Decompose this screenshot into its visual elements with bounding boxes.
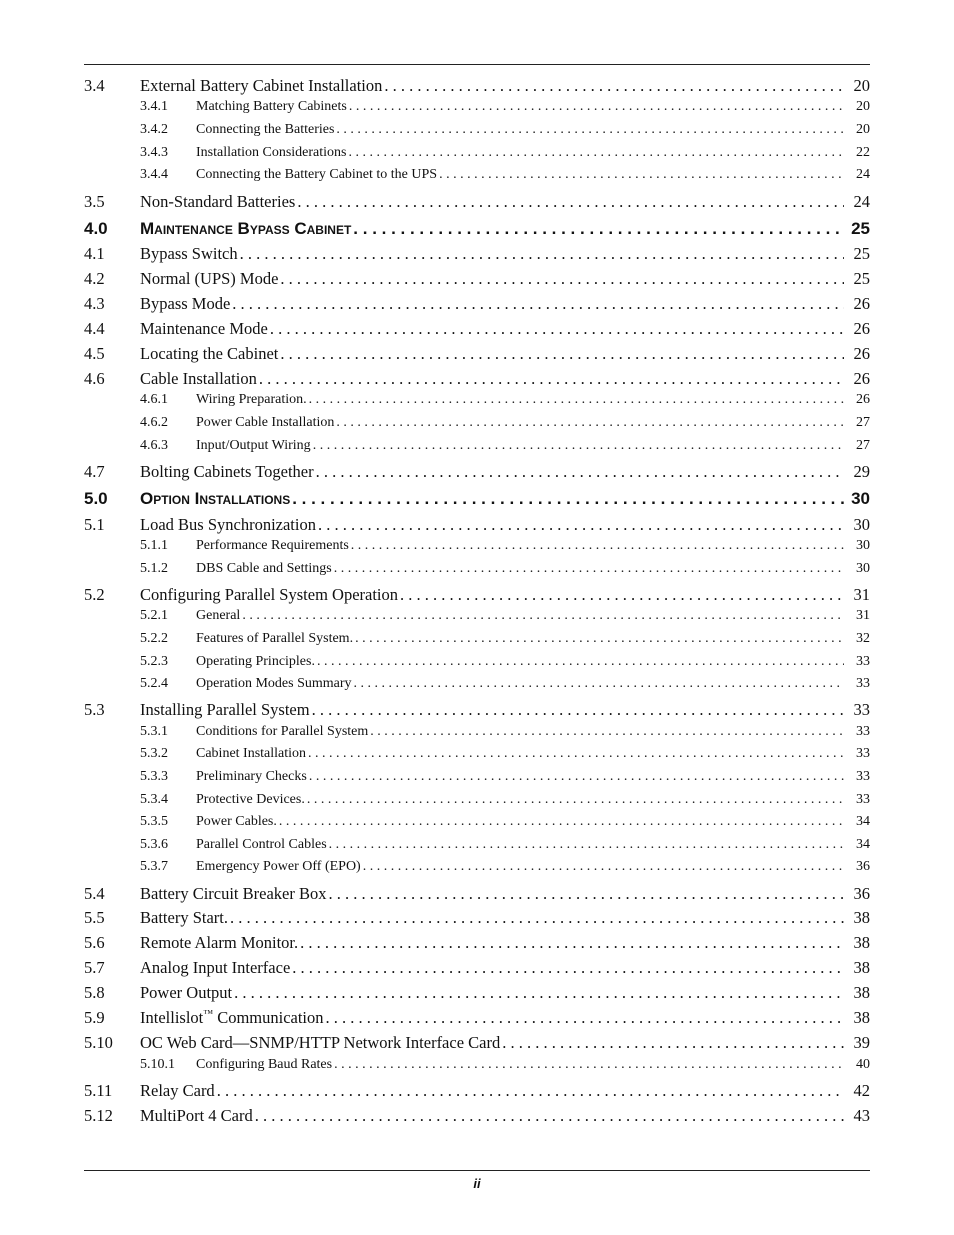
dot-leader — [317, 654, 844, 670]
toc-entry-number: 3.4.1 — [140, 99, 168, 114]
toc-entry-number: 5.3.2 — [140, 746, 168, 761]
toc-entry-number: 5.3.7 — [140, 859, 168, 874]
toc-entry-page: 25 — [851, 219, 870, 238]
toc-entry-page: 33 — [856, 769, 870, 784]
toc-entry-page: 33 — [856, 724, 870, 739]
dot-leader — [307, 792, 844, 808]
page-number: ii — [473, 1176, 481, 1191]
dot-leader — [308, 746, 844, 762]
dot-leader — [292, 958, 844, 978]
toc-entry-page: 24 — [856, 167, 870, 182]
toc-entry-title: Installing Parallel System — [140, 700, 310, 719]
toc-entry-page: 20 — [853, 76, 870, 95]
toc-entry-number: 5.3.6 — [140, 837, 168, 852]
dot-leader — [502, 1033, 844, 1053]
dot-leader — [217, 1081, 844, 1101]
toc-entry-page: 30 — [853, 515, 870, 534]
dot-leader — [270, 319, 844, 339]
toc-entry[interactable] — [84, 724, 870, 740]
dot-leader — [363, 859, 844, 875]
toc-entry[interactable] — [84, 462, 870, 482]
toc-entry[interactable] — [84, 561, 870, 577]
toc-entry-number: 5.2.1 — [140, 608, 168, 623]
toc-entry-page: 38 — [853, 958, 870, 977]
toc-entry-number: 5.1 — [84, 515, 105, 534]
toc-entry-page: 20 — [856, 122, 870, 137]
dot-leader — [255, 1106, 844, 1126]
toc-entry-title: Bypass Mode — [140, 294, 231, 313]
toc-entry-page: 33 — [853, 700, 870, 719]
toc-entry[interactable] — [84, 814, 870, 830]
toc-entry-number: 5.6 — [84, 933, 105, 952]
dot-leader — [370, 724, 844, 740]
toc-entry-number: 5.3.3 — [140, 769, 168, 784]
toc-entry-page: 22 — [856, 145, 870, 160]
toc-entry-title: Configuring Baud Rates — [196, 1057, 333, 1072]
toc-entry-page: 38 — [853, 933, 870, 952]
toc-entry[interactable] — [84, 769, 870, 785]
dot-leader — [242, 608, 844, 624]
toc-entry-title: Connecting the Batteries — [196, 122, 335, 137]
toc-entry-number: 5.3.5 — [140, 814, 168, 829]
toc-entry[interactable] — [84, 1106, 870, 1126]
toc-entry-number: 3.4.3 — [140, 145, 168, 160]
toc-entry-page: 33 — [856, 676, 870, 691]
dot-leader — [280, 344, 844, 364]
toc-entry-title: Emergency Power Off (EPO) — [196, 859, 361, 874]
toc-entry-title: Battery Start. — [140, 908, 228, 927]
toc-entry[interactable] — [84, 884, 870, 904]
toc-entry-title: General — [196, 608, 241, 623]
toc-entry[interactable] — [84, 859, 870, 875]
toc-entry-number: 4.1 — [84, 244, 105, 263]
toc-entry[interactable] — [84, 1081, 870, 1101]
toc-entry[interactable] — [84, 515, 870, 535]
toc-entry-number: 5.10.1 — [140, 1057, 175, 1072]
footer-rule — [84, 1170, 870, 1171]
dot-leader — [297, 192, 844, 212]
toc-entry-page: 36 — [856, 859, 870, 874]
toc-entry-title: Locating the Cabinet — [140, 344, 279, 363]
dot-leader — [336, 415, 844, 431]
toc-entry-title: Remote Alarm Monitor. — [140, 933, 299, 952]
toc-entry[interactable] — [84, 99, 870, 115]
toc-entry-number: 3.5 — [84, 192, 105, 211]
dot-leader — [400, 585, 844, 605]
toc-entry-title: Performance Requirements — [196, 538, 349, 553]
trademark-symbol: ™ — [203, 1008, 214, 1020]
toc-entry[interactable] — [84, 1057, 870, 1073]
toc-entry[interactable] — [84, 676, 870, 692]
toc-entry-title: Maintenance Mode — [140, 319, 268, 338]
toc-entry-page: 26 — [856, 392, 870, 407]
dot-leader — [313, 438, 844, 454]
toc-entry[interactable] — [84, 269, 870, 289]
toc-entry-page: 29 — [853, 462, 870, 481]
toc-entry-number: 5.3.4 — [140, 792, 168, 807]
toc-entry-title: Wiring Preparation. — [196, 392, 307, 407]
toc-entry-number: 5.3 — [84, 700, 105, 719]
toc-entry[interactable] — [84, 438, 870, 454]
toc-entry-title: Intellislot™ Communication — [140, 1008, 324, 1027]
toc-entry-title: External Battery Cabinet Installation — [140, 76, 383, 95]
toc-entry-number: 4.6.1 — [140, 392, 168, 407]
dot-leader — [232, 294, 844, 314]
toc-entry[interactable] — [84, 294, 870, 314]
dot-leader — [348, 145, 844, 161]
toc-entry-number: 5.1.1 — [140, 538, 168, 553]
dot-leader — [334, 1057, 844, 1073]
toc-entry-title: Power Output — [140, 983, 233, 1002]
dot-leader — [280, 269, 844, 289]
toc-entry-title: Configuring Parallel System Operation — [140, 585, 398, 604]
toc-entry-number: 5.7 — [84, 958, 105, 977]
toc-entry-title: Normal (UPS) Mode — [140, 269, 279, 288]
toc-entry-number: 5.4 — [84, 884, 105, 903]
dot-leader — [326, 1008, 844, 1028]
toc-entry[interactable] — [84, 983, 870, 1003]
toc-entry-page: 27 — [856, 415, 870, 430]
toc-entry[interactable] — [84, 654, 870, 670]
toc-entry-title: Cabinet Installation — [196, 746, 307, 761]
toc-entry-number: 3.4 — [84, 76, 105, 95]
toc-entry-page: 38 — [853, 1008, 870, 1027]
toc-entry-number: 4.6.2 — [140, 415, 168, 430]
toc-entry-number: 5.12 — [84, 1106, 113, 1125]
toc-entry-page: 30 — [856, 538, 870, 553]
toc-entry[interactable] — [84, 837, 870, 853]
dot-leader — [234, 983, 844, 1003]
toc-entry-number: 5.11 — [84, 1081, 113, 1100]
toc-entry-number: 3.4.4 — [140, 167, 168, 182]
toc-entry-number: 5.10 — [84, 1033, 113, 1052]
toc-entry-number: 4.0 — [84, 219, 108, 238]
dot-leader — [316, 462, 844, 482]
toc-entry[interactable] — [84, 933, 870, 953]
dot-leader — [349, 99, 844, 115]
toc-entry-title: MultiPort 4 Card — [140, 1106, 253, 1125]
toc-entry[interactable] — [84, 792, 870, 808]
toc-entry-page: 36 — [853, 884, 870, 903]
toc-entry[interactable] — [84, 76, 870, 96]
toc-entry-page: 26 — [853, 294, 870, 313]
toc-entry-number: 4.7 — [84, 462, 105, 481]
toc-entry-page: 43 — [853, 1106, 870, 1125]
toc-entry-number: 5.0 — [84, 489, 108, 508]
toc-entry-title: Operating Principles. — [196, 654, 315, 669]
toc-entry-number: 5.3.1 — [140, 724, 168, 739]
dot-leader — [336, 122, 844, 138]
toc-entry-title: Installation Considerations — [196, 145, 347, 160]
toc-entry[interactable] — [84, 192, 870, 212]
toc-entry-number: 5.5 — [84, 908, 105, 927]
toc-entry-title: Non-Standard Batteries — [140, 192, 296, 211]
toc-entry-number: 4.4 — [84, 319, 105, 338]
toc-entry-page: 30 — [851, 489, 870, 508]
dot-leader — [259, 369, 844, 389]
toc-entry-number: 5.2.3 — [140, 654, 168, 669]
toc-entry-page: 32 — [856, 631, 870, 646]
dot-leader — [300, 933, 844, 953]
toc-entry-title: Preliminary Checks — [196, 769, 307, 784]
toc-entry-page: 27 — [856, 438, 870, 453]
toc-entry[interactable] — [84, 958, 870, 978]
toc-entry-page: 38 — [853, 983, 870, 1002]
toc-entry-page: 40 — [856, 1057, 870, 1072]
toc-entry[interactable] — [84, 415, 870, 431]
toc-entry-number: 4.3 — [84, 294, 105, 313]
toc-entry[interactable] — [84, 392, 870, 408]
toc-entry-title: Operation Modes Summary — [196, 676, 352, 691]
toc-entry-title: Cable Installation — [140, 369, 257, 388]
toc-entry[interactable] — [84, 167, 870, 183]
toc-entry-title: Protective Devices. — [196, 792, 305, 807]
toc-entry-title: Power Cables. — [196, 814, 277, 829]
toc-entry-title: DBS Cable and Settings — [196, 561, 332, 576]
toc-entry-number: 5.2 — [84, 585, 105, 604]
dot-leader — [439, 167, 844, 183]
toc-entry[interactable] — [84, 700, 870, 720]
toc-entry[interactable] — [84, 122, 870, 138]
toc-entry-title: Conditions for Parallel System — [196, 724, 369, 739]
toc-entry-title: Parallel Control Cables — [196, 837, 327, 852]
toc-entry-page: 25 — [853, 244, 870, 263]
toc-entry[interactable] — [84, 1008, 870, 1028]
dot-leader — [309, 769, 844, 785]
toc-entry[interactable] — [84, 369, 870, 389]
toc-entry-page: 20 — [856, 99, 870, 114]
dot-leader — [230, 908, 844, 928]
toc-entry-page: 38 — [853, 908, 870, 927]
toc-entry-number: 3.4.2 — [140, 122, 168, 137]
toc-entry-page: 33 — [856, 654, 870, 669]
dot-leader — [334, 561, 844, 577]
toc-entry-page: 33 — [856, 792, 870, 807]
header-rule — [84, 64, 870, 65]
dot-leader — [240, 244, 844, 264]
toc-entry-number: 4.5 — [84, 344, 105, 363]
toc-entry-number: 5.9 — [84, 1008, 105, 1027]
toc-entry-title: Option Installations — [140, 489, 291, 508]
toc-chapter-entry[interactable] — [84, 219, 870, 239]
toc-entry-page: 26 — [853, 344, 870, 363]
dot-leader — [279, 814, 844, 830]
toc-entry-number: 5.1.2 — [140, 561, 168, 576]
toc-entry-title: Features of Parallel System. — [196, 631, 354, 646]
dot-leader — [318, 515, 844, 535]
toc-entry[interactable] — [84, 746, 870, 762]
toc-entry-page: 26 — [853, 369, 870, 388]
toc-entry-title: Input/Output Wiring — [196, 438, 311, 453]
dot-leader — [354, 676, 844, 692]
toc-entry-title: Bolting Cabinets Together — [140, 462, 314, 481]
dot-leader — [312, 700, 844, 720]
toc-entry-page: 39 — [853, 1033, 870, 1052]
toc-entry[interactable] — [84, 244, 870, 264]
toc-entry[interactable] — [84, 631, 870, 647]
toc-entry[interactable] — [84, 538, 870, 554]
toc-entry-title: Bypass Switch — [140, 244, 238, 263]
toc-entry-title: Matching Battery Cabinets — [196, 99, 347, 114]
toc-entry-number: 4.6 — [84, 369, 105, 388]
toc-entry-page: 42 — [853, 1081, 870, 1100]
toc-entry-page: 31 — [856, 608, 870, 623]
toc-entry-page: 24 — [853, 192, 870, 211]
toc-entry-number: 4.6.3 — [140, 438, 168, 453]
toc-entry[interactable] — [84, 608, 870, 624]
dot-leader — [351, 538, 844, 554]
toc-entry-title: Load Bus Synchronization — [140, 515, 316, 534]
toc-entry-number: 4.2 — [84, 269, 105, 288]
dot-leader — [329, 884, 845, 904]
toc-entry-page: 31 — [853, 585, 870, 604]
toc-entry-page: 33 — [856, 746, 870, 761]
dot-leader — [292, 489, 844, 509]
dot-leader — [329, 837, 844, 853]
toc-entry-title: Relay Card — [140, 1081, 215, 1100]
toc-entry-title: OC Web Card—SNMP/HTTP Network Interface Card — [140, 1033, 501, 1052]
toc-entry[interactable] — [84, 319, 870, 339]
toc-entry[interactable] — [84, 1033, 870, 1053]
toc-entry-page: 34 — [856, 814, 870, 829]
toc-entry-page: 26 — [853, 319, 870, 338]
toc-entry-title: Maintenance Bypass Cabinet — [140, 219, 352, 238]
toc-entry[interactable] — [84, 344, 870, 364]
toc-entry-title: Analog Input Interface — [140, 958, 291, 977]
toc-entry-number: 5.2.2 — [140, 631, 168, 646]
toc-entry-page: 34 — [856, 837, 870, 852]
toc-entry-page: 30 — [856, 561, 870, 576]
toc-chapter-entry[interactable] — [84, 489, 870, 509]
toc-entry[interactable] — [84, 908, 870, 928]
toc-entry[interactable] — [84, 145, 870, 161]
dot-leader — [353, 219, 844, 239]
toc-entry-title: Connecting the Battery Cabinet to the UPS — [196, 167, 438, 182]
toc-entry-number: 5.2.4 — [140, 676, 168, 691]
toc-entry-number: 5.8 — [84, 983, 105, 1002]
dot-leader — [309, 392, 844, 408]
toc-entry-title: Battery Circuit Breaker Box — [140, 884, 327, 903]
dot-leader — [355, 631, 844, 647]
toc-entry[interactable] — [84, 585, 870, 605]
dot-leader — [384, 76, 844, 96]
toc-entry-page: 25 — [853, 269, 870, 288]
toc-entry-title: Power Cable Installation — [196, 415, 335, 430]
